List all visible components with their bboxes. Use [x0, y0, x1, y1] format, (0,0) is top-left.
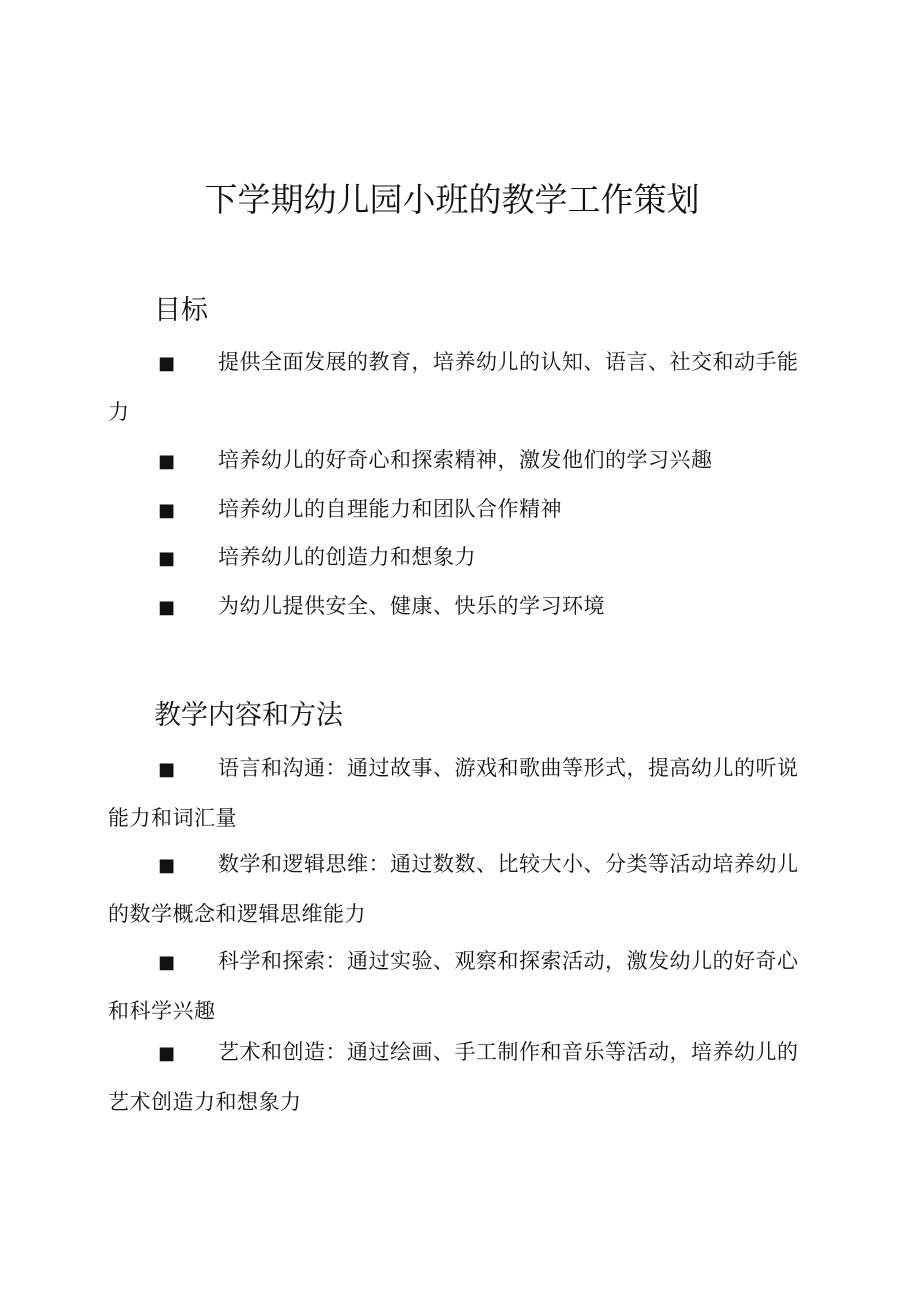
list-item [108, 840, 800, 938]
list-item-text: 培养幼儿的自理能力和团队合作精神 [218, 497, 562, 521]
list-item [108, 338, 800, 436]
list-item-text: 培养幼儿的创造力和想象力 [218, 545, 476, 569]
square-bullet-icon: ■ [158, 952, 176, 973]
square-bullet-icon: ■ [158, 597, 176, 618]
list-item-text: 科学和探索：通过实验、观察和探索活动，激发幼儿的好奇心和科学兴趣 [108, 949, 799, 1023]
list-item [108, 744, 800, 842]
list-item [108, 436, 800, 486]
list-item [108, 937, 800, 1035]
list-item-text: 提供全面发展的教育，培养幼儿的认知、语言、社交和动手能力 [108, 350, 799, 424]
list-item [108, 485, 800, 535]
list-item-text: 数学和逻辑思维：通过数数、比较大小、分类等活动培养幼儿的数学概念和逻辑思维能力 [108, 852, 799, 926]
list-item-text: 语言和沟通：通过故事、游戏和歌曲等形式，提高幼儿的听说能力和词汇量 [108, 756, 799, 830]
document-title: 下学期幼儿园小班的教学工作策划 [204, 180, 700, 219]
square-bullet-icon: ■ [158, 1043, 176, 1064]
list-item-text: 为幼儿提供安全、健康、快乐的学习环境 [218, 594, 605, 618]
list-item-text: 培养幼儿的好奇心和探索精神，激发他们的学习兴趣 [218, 448, 713, 472]
list-item [108, 533, 800, 583]
square-bullet-icon: ■ [158, 500, 176, 521]
list-item [108, 582, 800, 632]
square-bullet-icon: ■ [158, 855, 176, 876]
list-item-text: 艺术和创造：通过绘画、手工制作和音乐等活动，培养幼儿的艺术创造力和想象力 [108, 1040, 799, 1114]
square-bullet-icon: ■ [158, 451, 176, 472]
square-bullet-icon: ■ [158, 548, 176, 569]
section-heading-goals: 目标 [154, 295, 208, 326]
section-heading-content-methods: 教学内容和方法 [154, 700, 343, 731]
square-bullet-icon: ■ [158, 353, 176, 374]
list-item [108, 1028, 800, 1126]
square-bullet-icon: ■ [158, 759, 176, 780]
